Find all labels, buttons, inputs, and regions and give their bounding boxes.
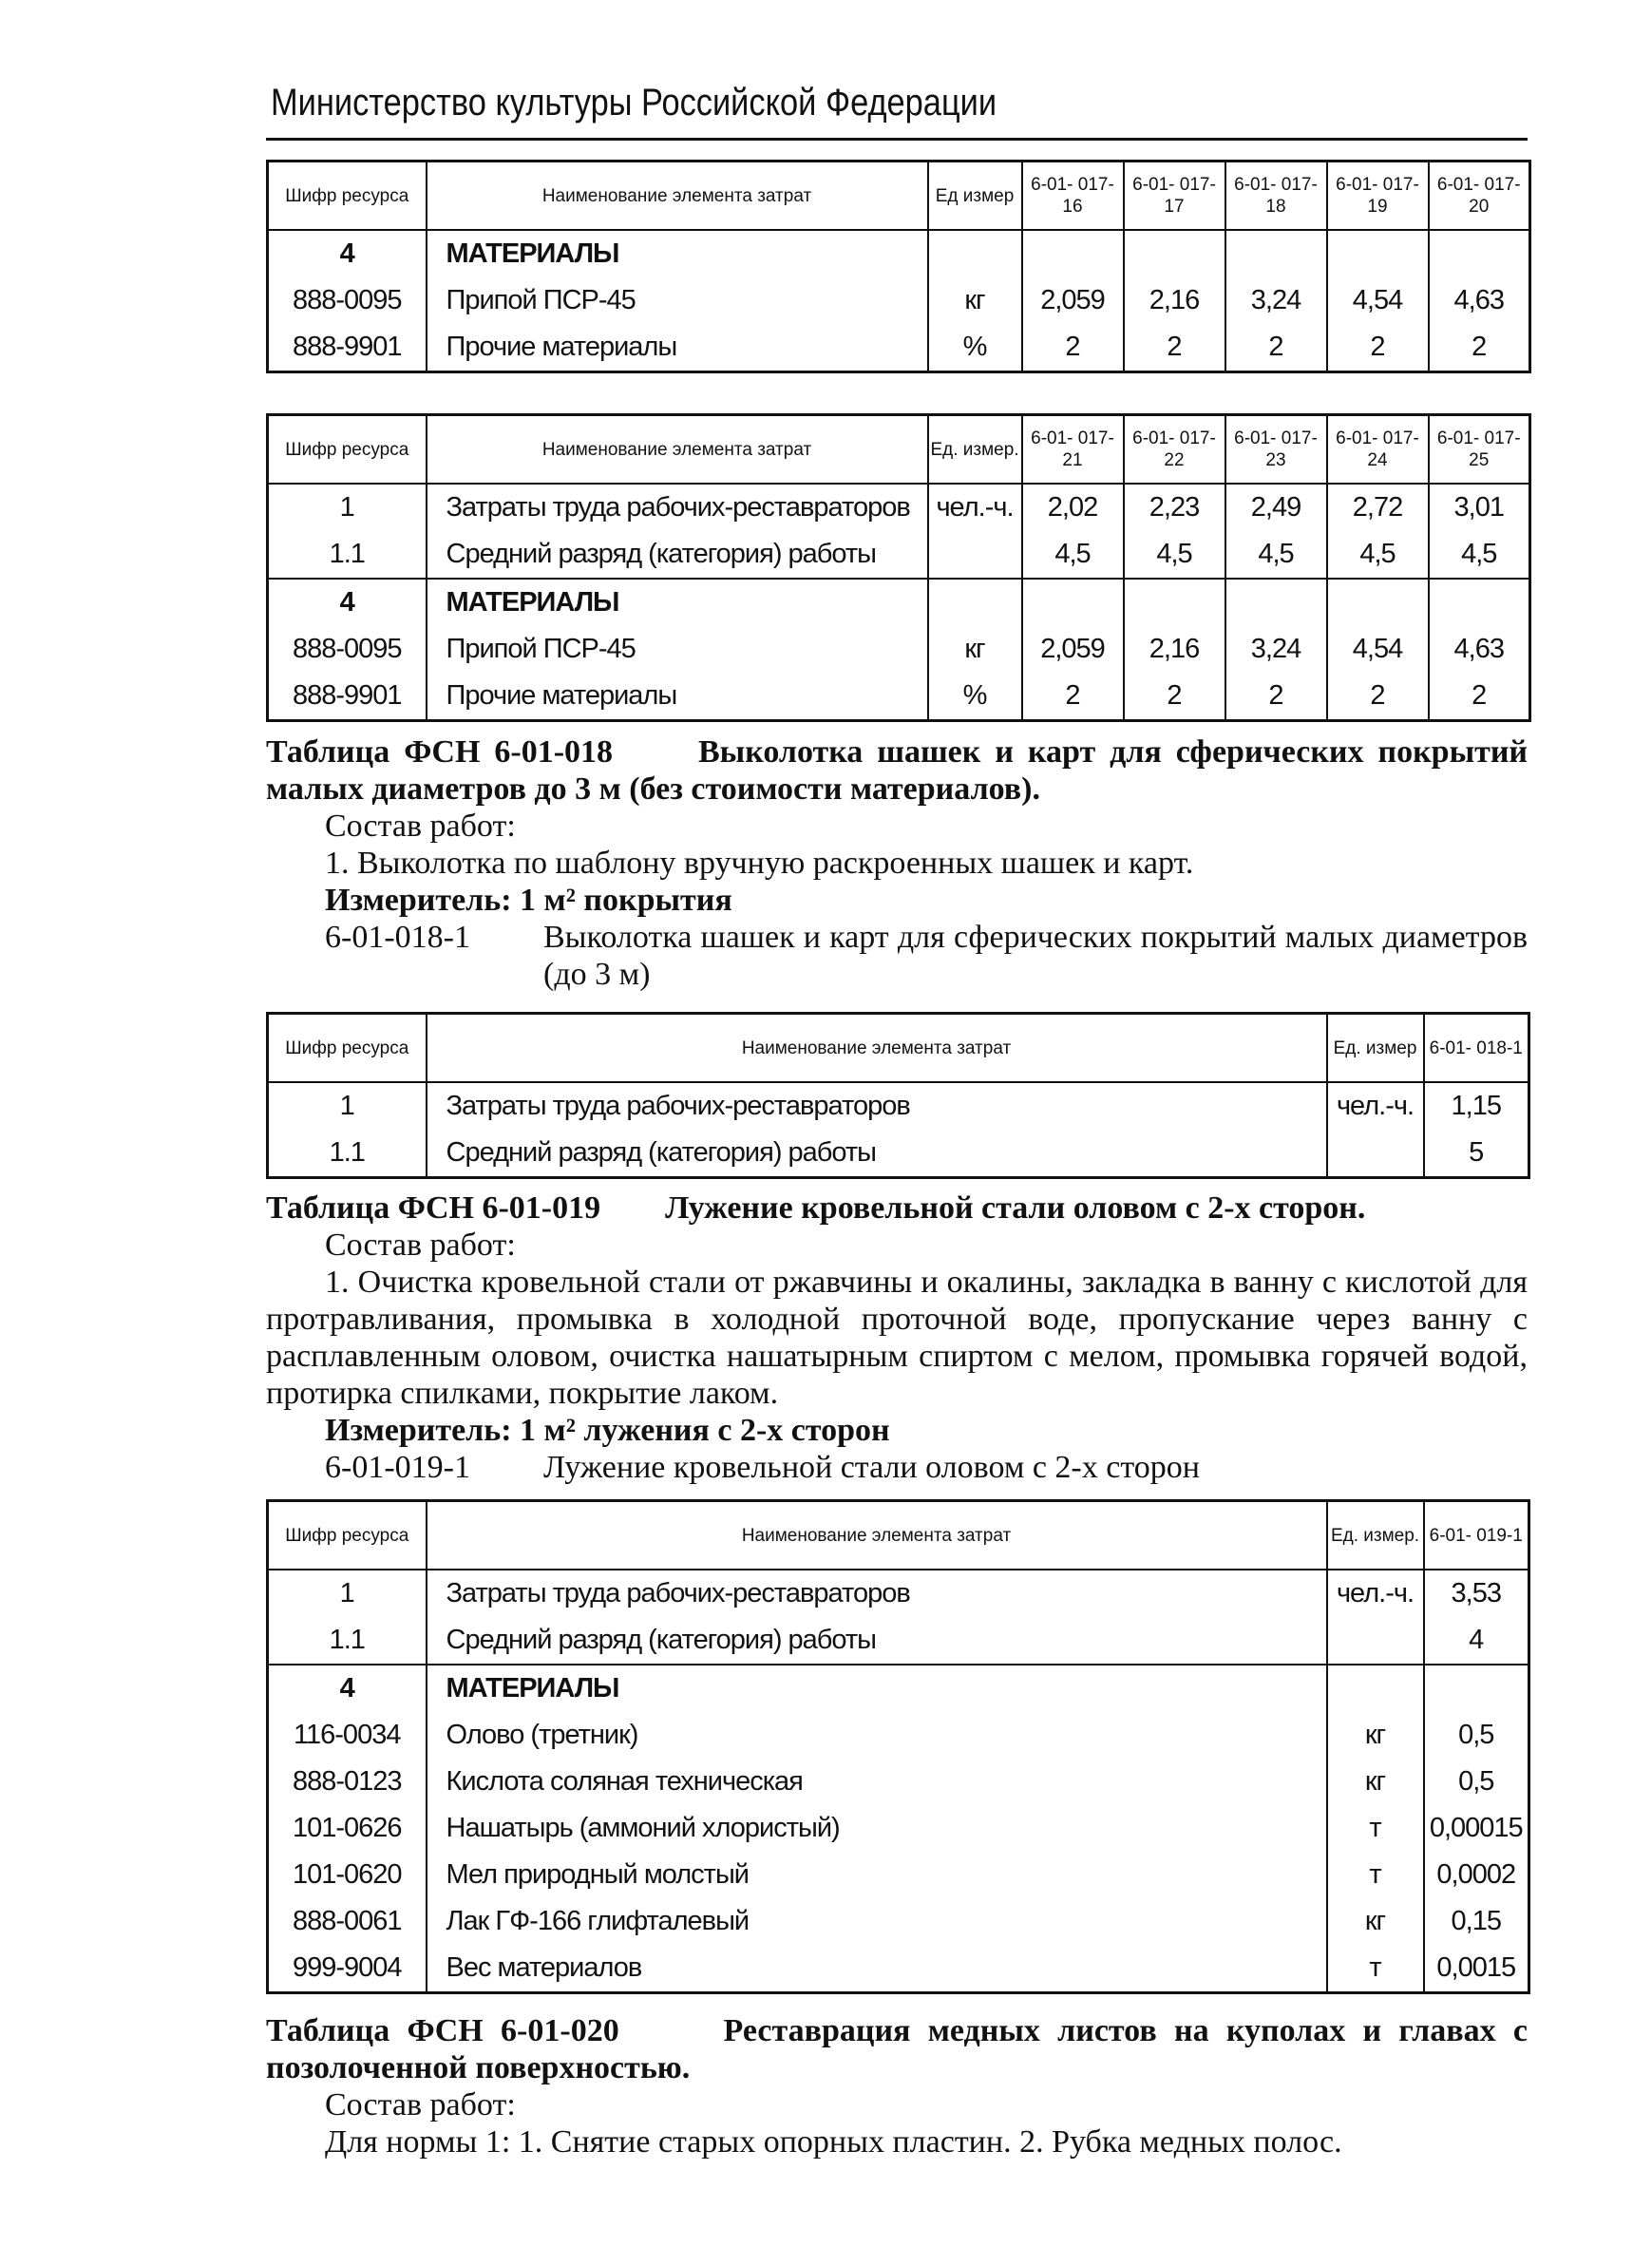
unit: кг — [928, 277, 1022, 324]
unit: чел.-ч. — [928, 484, 1022, 531]
unit: т — [1327, 1852, 1424, 1898]
meter: Измеритель: 1 м² покрытия — [325, 883, 732, 918]
resource-code: 101-0620 — [268, 1852, 427, 1898]
column-header-name: Наименование элемента затрат — [427, 1501, 1327, 1570]
table-row — [268, 1082, 1529, 1130]
cost-element-name: МАТЕРИАЛЫ — [427, 1665, 1327, 1712]
unit — [928, 230, 1022, 277]
norm-value: 1,15 — [1424, 1082, 1529, 1130]
norm-value: 4 — [1424, 1617, 1529, 1665]
resource-code: 888-0095 — [268, 277, 427, 324]
column-header-norm: 6-01- 017-21 — [1022, 415, 1124, 485]
norm-value: 2,16 — [1124, 626, 1225, 673]
cost-element-name: Прочие материалы — [427, 673, 928, 721]
cost-element-name: Средний разряд (категория) работы — [427, 531, 928, 579]
norm-value — [1124, 579, 1225, 626]
resource-code: 1.1 — [268, 1617, 427, 1665]
norms-table-018-1 — [266, 1012, 1530, 1179]
cost-element-name: Лак ГФ-166 глифталевый — [427, 1898, 1327, 1945]
column-header-unit: Ед. измер. — [1327, 1501, 1424, 1570]
column-header-code: Шифр ресурса — [268, 1014, 427, 1083]
column-header-unit: Ед. измер — [1327, 1014, 1424, 1083]
cost-element-name: Затраты труда рабочих-реставраторов — [427, 1082, 1327, 1130]
column-header-norm: 6-01- 017-23 — [1225, 415, 1327, 485]
table-row — [268, 1805, 1529, 1852]
table-row — [268, 626, 1530, 673]
work-item: 1. Очистка кровельной стали от ржавчины и окалины, закладка в ванну с кислотой для протравливания, промывка в холодной проточной воде, пропускание через ванну с расплавленным оловом, очистка нашатырным спиртом с мелом, промывка горячей водой, протирка спилками, покрытие лаком. — [266, 1265, 1528, 1411]
cost-element-name: Кислота соляная техническая — [427, 1759, 1327, 1805]
norm-value — [1022, 579, 1124, 626]
resource-code: 1 — [268, 484, 427, 531]
cost-element-name: Средний разряд (категория) работы — [427, 1617, 1327, 1665]
resource-code: 101-0626 — [268, 1805, 427, 1852]
norm-value: 2 — [1022, 324, 1124, 372]
unit: чел.-ч. — [1327, 1570, 1424, 1617]
norm-value: 2 — [1124, 673, 1225, 721]
unit: кг — [1327, 1759, 1424, 1805]
norm-value: 3,53 — [1424, 1570, 1529, 1617]
column-header-name: Наименование элемента затрат — [427, 162, 928, 231]
norm-line: 6-01-019-1 Лужение кровельной стали оловом с 2-х сторон — [325, 1450, 1200, 1485]
norm-value: 2,059 — [1022, 626, 1124, 673]
table-row — [268, 277, 1530, 324]
column-header-norm: 6-01- 017-25 — [1429, 415, 1530, 485]
norm-value: 2 — [1225, 673, 1327, 721]
norm-value: 3,01 — [1429, 484, 1530, 531]
work-composition-label: Состав работ: — [325, 809, 516, 844]
cost-element-name: Средний разряд (категория) работы — [427, 1130, 1327, 1178]
column-header-norm: 6-01- 017-20 — [1429, 162, 1530, 231]
norm-value: 0,5 — [1424, 1759, 1529, 1805]
cost-element-name: Прочие материалы — [427, 324, 928, 372]
norm-value: 2 — [1429, 673, 1530, 721]
table-header-row — [268, 415, 1530, 485]
resource-code: 1 — [268, 1082, 427, 1130]
cost-element-name: МАТЕРИАЛЫ — [427, 579, 928, 626]
norm-value: 4,54 — [1327, 626, 1429, 673]
table-header-row — [268, 162, 1530, 231]
unit — [1327, 1617, 1424, 1665]
norm-value: 4,63 — [1429, 626, 1530, 673]
section-018 — [266, 733, 1528, 993]
column-header-norm: 6-01- 017-17 — [1124, 162, 1225, 231]
column-header-code: Шифр ресурса — [268, 1501, 427, 1570]
column-header-norm: 6-01- 017-19 — [1327, 162, 1429, 231]
norm-value: 4,5 — [1225, 531, 1327, 579]
column-header-unit: Ед. измер. — [928, 415, 1022, 485]
norm-value: 2,23 — [1124, 484, 1225, 531]
column-header-norm: 6-01- 017-16 — [1022, 162, 1124, 231]
norm-value: 0,15 — [1424, 1898, 1529, 1945]
column-header-norm: 6-01- 017-18 — [1225, 162, 1327, 231]
header-rule — [266, 138, 1528, 141]
norm-value: 0,0015 — [1424, 1945, 1529, 1993]
work-item: 1. Выколотка по шаблону вручную раскроенных шашек и карт. — [325, 846, 1194, 881]
unit: т — [1327, 1805, 1424, 1852]
table-row — [268, 324, 1530, 372]
norm-value: 3,24 — [1225, 626, 1327, 673]
resource-code: 4 — [268, 579, 427, 626]
norm-value: 2 — [1429, 324, 1530, 372]
section-title: Таблица ФСН 6-01-019 Лужение кровельной стали оловом с 2-х сторон. — [266, 1190, 1366, 1226]
norm-value: 2,16 — [1124, 277, 1225, 324]
cost-element-name: МАТЕРИАЛЫ — [427, 230, 928, 277]
cost-element-name: Затраты труда рабочих-реставраторов — [427, 1570, 1327, 1617]
section-title: Таблица ФСН 6-01-020 Реставрация медных листов на куполах и главах с позолоченной поверхностью. — [266, 2013, 1528, 2085]
cost-element-name: Нашатырь (аммоний хлористый) — [427, 1805, 1327, 1852]
table-row — [268, 1617, 1529, 1665]
norm-value — [1429, 230, 1530, 277]
cost-element-name: Затраты труда рабочих-реставраторов — [427, 484, 928, 531]
norm-value: 4,5 — [1124, 531, 1225, 579]
work-composition-label: Состав работ: — [325, 2087, 516, 2122]
norms-table-019-1 — [266, 1499, 1530, 1994]
section-020 — [266, 2012, 1528, 2160]
unit — [1327, 1665, 1424, 1712]
cost-element-name: Припой ПСР-45 — [427, 626, 928, 673]
norm-value — [1327, 579, 1429, 626]
table-header-row — [268, 1501, 1529, 1570]
resource-code: 1.1 — [268, 1130, 427, 1178]
norm-value: 5 — [1424, 1130, 1529, 1178]
resource-code: 116-0034 — [268, 1712, 427, 1759]
resource-code: 4 — [268, 1665, 427, 1712]
norm-value — [1022, 230, 1124, 277]
column-header-norm: 6-01- 017-24 — [1327, 415, 1429, 485]
norm-value: 0,00015 — [1424, 1805, 1529, 1852]
norm-line: 6-01-018-1 Выколотка шашек и карт для сферических покрытий малых диаметров (до 3 м) — [325, 920, 1528, 992]
unit: т — [1327, 1945, 1424, 1993]
unit: чел.-ч. — [1327, 1082, 1424, 1130]
column-header-unit: Ед измер — [928, 162, 1022, 231]
norm-value: 2,059 — [1022, 277, 1124, 324]
column-header-name: Наименование элемента затрат — [427, 415, 928, 485]
table-row — [268, 484, 1530, 531]
norm-value: 0,5 — [1424, 1712, 1529, 1759]
norm-value — [1225, 579, 1327, 626]
column-header-norm: 6-01- 017-22 — [1124, 415, 1225, 485]
resource-code: 1.1 — [268, 531, 427, 579]
unit: % — [928, 324, 1022, 372]
resource-code: 888-0095 — [268, 626, 427, 673]
table-row — [268, 1570, 1529, 1617]
table-row — [268, 1130, 1529, 1178]
norm-value: 2 — [1327, 324, 1429, 372]
table-row — [268, 1665, 1529, 1712]
unit — [1327, 1130, 1424, 1178]
norm-value: 2 — [1225, 324, 1327, 372]
column-header-name: Наименование элемента затрат — [427, 1014, 1327, 1083]
norm-value — [1327, 230, 1429, 277]
norms-table-017-16-20 — [266, 160, 1531, 373]
norms-table-017-21-25 — [266, 413, 1531, 722]
norm-value: 4,5 — [1022, 531, 1124, 579]
norm-value: 2,49 — [1225, 484, 1327, 531]
norm-value — [1429, 579, 1530, 626]
norm-value: 4,5 — [1429, 531, 1530, 579]
norm-value: 2,72 — [1327, 484, 1429, 531]
norm-value: 2 — [1124, 324, 1225, 372]
column-header-code: Шифр ресурса — [268, 415, 427, 485]
norm-value — [1225, 230, 1327, 277]
unit: кг — [928, 626, 1022, 673]
unit — [928, 531, 1022, 579]
cost-element-name: Припой ПСР-45 — [427, 277, 928, 324]
resource-code: 888-9901 — [268, 673, 427, 721]
resource-code: 4 — [268, 230, 427, 277]
norm-value: 3,24 — [1225, 277, 1327, 324]
unit: кг — [1327, 1712, 1424, 1759]
resource-code: 888-9901 — [268, 324, 427, 372]
norm-value: 4,5 — [1327, 531, 1429, 579]
work-composition-label: Состав работ: — [325, 1228, 516, 1263]
table-row — [268, 1712, 1529, 1759]
resource-code: 1 — [268, 1570, 427, 1617]
norm-value — [1424, 1665, 1529, 1712]
meter: Измеритель: 1 м² лужения с 2-х сторон — [325, 1413, 890, 1448]
table-row — [268, 1852, 1529, 1898]
norm-value: 4,54 — [1327, 277, 1429, 324]
section-019 — [266, 1190, 1528, 1486]
norm-value: 2 — [1327, 673, 1429, 721]
norm-value: 2,02 — [1022, 484, 1124, 531]
column-header-norm: 6-01- 018-1 — [1424, 1014, 1529, 1083]
column-header-code: Шифр ресурса — [268, 162, 427, 231]
norm-value: 4,63 — [1429, 277, 1530, 324]
resource-code: 888-0123 — [268, 1759, 427, 1805]
norm-value: 0,0002 — [1424, 1852, 1529, 1898]
norm-value — [1124, 230, 1225, 277]
table-row — [268, 1759, 1529, 1805]
unit — [928, 579, 1022, 626]
cost-element-name: Мел природный молстый — [427, 1852, 1327, 1898]
work-item: Для нормы 1: 1. Снятие старых опорных пластин. 2. Рубка медных полос. — [325, 2124, 1342, 2160]
table-row — [268, 230, 1530, 277]
table-row — [268, 531, 1530, 579]
cost-element-name: Вес материалов — [427, 1945, 1327, 1993]
table-header-row — [268, 1014, 1529, 1083]
cost-element-name: Олово (третник) — [427, 1712, 1327, 1759]
resource-code: 999-9004 — [268, 1945, 427, 1993]
table-row — [268, 673, 1530, 721]
unit: кг — [1327, 1898, 1424, 1945]
column-header-norm: 6-01- 019-1 — [1424, 1501, 1529, 1570]
table-row — [268, 1898, 1529, 1945]
table-row — [268, 579, 1530, 626]
section-title: Таблица ФСН 6-01-018 Выколотка шашек и карт для сферических покрытий малых диаметров до 3 м (без стоимости материалов). — [266, 734, 1528, 807]
table-row — [268, 1945, 1529, 1993]
unit: % — [928, 673, 1022, 721]
page-header: Министерство культуры Российской Федерации — [271, 82, 997, 124]
norm-value: 2 — [1022, 673, 1124, 721]
resource-code: 888-0061 — [268, 1898, 427, 1945]
